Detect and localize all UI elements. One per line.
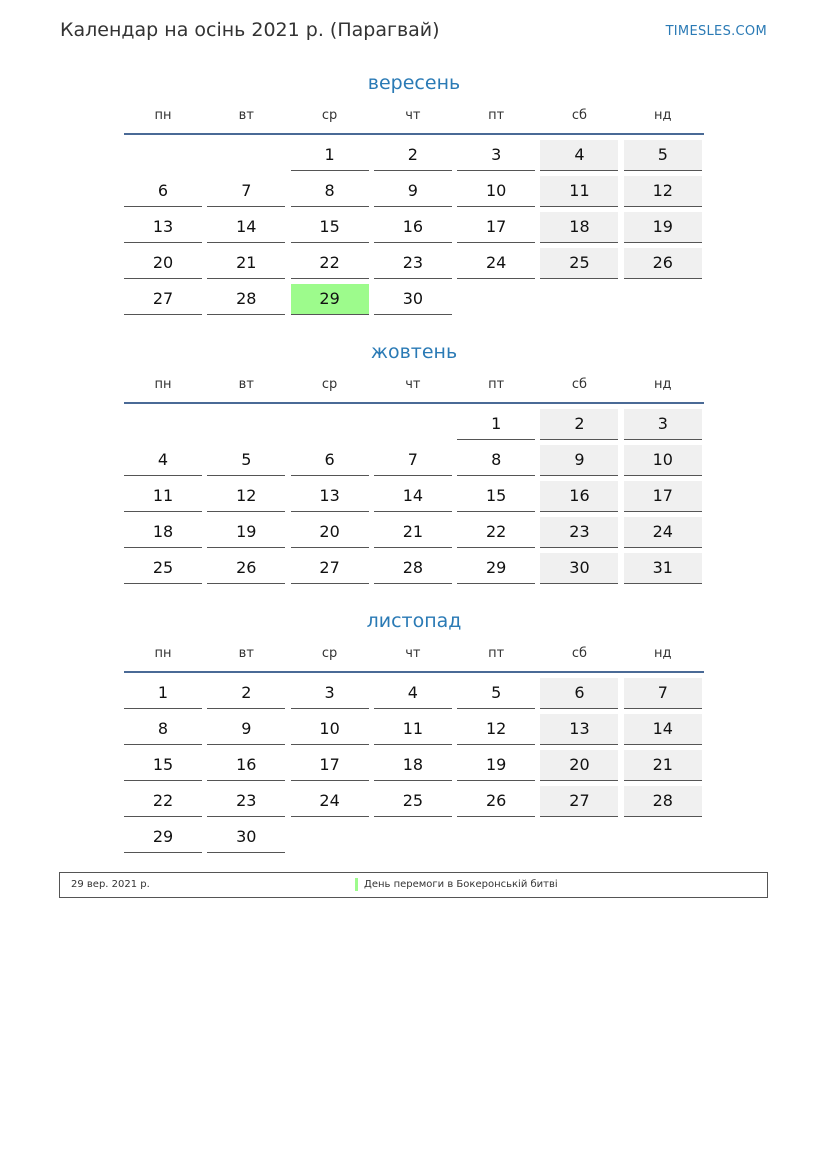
empty-cell — [540, 822, 618, 853]
day-cell: 17 — [624, 481, 702, 512]
day-cell: 8 — [291, 176, 369, 207]
day-cell: 11 — [540, 176, 618, 207]
day-cell: 27 — [540, 786, 618, 817]
weeks-grid — [124, 673, 704, 853]
day-cell: 21 — [207, 248, 285, 279]
day-cell: 2 — [374, 140, 452, 171]
empty-cell — [624, 822, 702, 853]
day-cell: 3 — [457, 140, 535, 171]
weekday-label: нд — [654, 645, 672, 661]
weekday-label: вт — [238, 376, 254, 392]
day-cell: 16 — [540, 481, 618, 512]
day-cell: 28 — [207, 284, 285, 315]
day-cell: 23 — [540, 517, 618, 548]
day-cell: 22 — [291, 248, 369, 279]
month-october — [124, 338, 704, 589]
legend-date: 29 вер. 2021 р. — [71, 879, 150, 890]
day-cell: 20 — [540, 750, 618, 781]
week-row — [124, 284, 704, 315]
month-title: листопад — [366, 610, 462, 632]
day-cell: 23 — [207, 786, 285, 817]
empty-cell — [540, 284, 618, 315]
weekday-header — [124, 366, 704, 404]
day-cell: 7 — [207, 176, 285, 207]
day-cell: 19 — [624, 212, 702, 243]
day-cell: 4 — [540, 140, 618, 171]
month-title: вересень — [367, 72, 461, 94]
day-cell: 15 — [457, 481, 535, 512]
day-cell: 13 — [291, 481, 369, 512]
weekday-label: ср — [321, 376, 338, 392]
day-cell: 5 — [457, 678, 535, 709]
week-row — [124, 786, 704, 817]
weekday-label: вт — [238, 107, 254, 123]
day-cell: 10 — [624, 445, 702, 476]
day-cell: 9 — [207, 714, 285, 745]
day-cell: 17 — [291, 750, 369, 781]
week-row — [124, 140, 704, 171]
empty-cell — [291, 822, 369, 853]
weeks-grid — [124, 404, 704, 584]
empty-cell — [291, 409, 369, 440]
weekday-label: чт — [405, 107, 421, 123]
week-row — [124, 176, 704, 207]
day-cell: 20 — [124, 248, 202, 279]
day-cell: 27 — [124, 284, 202, 315]
weekday-label: сб — [571, 645, 588, 661]
day-cell: 10 — [457, 176, 535, 207]
day-cell: 23 — [374, 248, 452, 279]
weekday-header — [124, 97, 704, 135]
day-cell: 22 — [457, 517, 535, 548]
day-cell: 1 — [124, 678, 202, 709]
day-cell: 25 — [374, 786, 452, 817]
weekday-label: чт — [405, 645, 421, 661]
day-cell: 25 — [124, 553, 202, 584]
day-cell: 26 — [207, 553, 285, 584]
day-cell: 28 — [374, 553, 452, 584]
day-cell: 30 — [207, 822, 285, 853]
week-row — [124, 822, 704, 853]
empty-cell — [624, 284, 702, 315]
day-cell: 14 — [207, 212, 285, 243]
holiday-color-marker — [355, 878, 358, 891]
day-cell: 12 — [207, 481, 285, 512]
day-cell: 24 — [457, 248, 535, 279]
day-cell: 26 — [457, 786, 535, 817]
day-cell: 7 — [374, 445, 452, 476]
day-cell: 16 — [374, 212, 452, 243]
weekday-label: сб — [571, 107, 588, 123]
day-cell: 26 — [624, 248, 702, 279]
month-september — [124, 69, 704, 320]
day-cell: 12 — [457, 714, 535, 745]
day-cell: 3 — [624, 409, 702, 440]
weekday-label: вт — [238, 645, 254, 661]
day-cell: 14 — [624, 714, 702, 745]
weekday-label: нд — [654, 107, 672, 123]
week-row — [124, 409, 704, 440]
weekday-label: пн — [154, 107, 172, 123]
holiday-day-cell: 29 — [291, 284, 369, 315]
day-cell: 9 — [540, 445, 618, 476]
empty-cell — [457, 822, 535, 853]
day-cell: 15 — [124, 750, 202, 781]
weekday-label: пн — [154, 376, 172, 392]
empty-cell — [124, 409, 202, 440]
day-cell: 21 — [624, 750, 702, 781]
day-cell: 13 — [124, 212, 202, 243]
day-cell: 24 — [624, 517, 702, 548]
week-row — [124, 445, 704, 476]
day-cell: 17 — [457, 212, 535, 243]
weekday-header — [124, 635, 704, 673]
day-cell: 24 — [291, 786, 369, 817]
day-cell: 4 — [374, 678, 452, 709]
day-cell: 6 — [291, 445, 369, 476]
day-cell: 18 — [124, 517, 202, 548]
day-cell: 1 — [457, 409, 535, 440]
day-cell: 3 — [291, 678, 369, 709]
day-cell: 9 — [374, 176, 452, 207]
day-cell: 20 — [291, 517, 369, 548]
empty-cell — [207, 140, 285, 171]
day-cell: 5 — [207, 445, 285, 476]
day-cell: 18 — [374, 750, 452, 781]
weekday-label: нд — [654, 376, 672, 392]
holiday-legend — [59, 872, 768, 898]
day-cell: 15 — [291, 212, 369, 243]
day-cell: 28 — [624, 786, 702, 817]
day-cell: 27 — [291, 553, 369, 584]
week-row — [124, 517, 704, 548]
month-november — [124, 607, 704, 858]
week-row — [124, 750, 704, 781]
empty-cell — [374, 822, 452, 853]
month-title: жовтень — [370, 341, 458, 363]
weekday-label: пт — [488, 645, 505, 661]
day-cell: 11 — [124, 481, 202, 512]
weekday-label: чт — [405, 376, 421, 392]
day-cell: 1 — [291, 140, 369, 171]
day-cell: 30 — [540, 553, 618, 584]
day-cell: 31 — [624, 553, 702, 584]
empty-cell — [124, 140, 202, 171]
weeks-grid — [124, 135, 704, 315]
day-cell: 4 — [124, 445, 202, 476]
weekday-label: пт — [488, 107, 505, 123]
weekday-label: сб — [571, 376, 588, 392]
day-cell: 29 — [124, 822, 202, 853]
day-cell: 18 — [540, 212, 618, 243]
day-cell: 8 — [124, 714, 202, 745]
day-cell: 22 — [124, 786, 202, 817]
site-link[interactable]: TIMESLES.COM — [665, 24, 767, 39]
week-row — [124, 212, 704, 243]
empty-cell — [457, 284, 535, 315]
day-cell: 14 — [374, 481, 452, 512]
day-cell: 8 — [457, 445, 535, 476]
day-cell: 29 — [457, 553, 535, 584]
week-row — [124, 678, 704, 709]
week-row — [124, 553, 704, 584]
weekday-label: пт — [488, 376, 505, 392]
empty-cell — [374, 409, 452, 440]
page-title: Календар на осінь 2021 р. (Парагвай) — [60, 19, 440, 41]
day-cell: 16 — [207, 750, 285, 781]
day-cell: 2 — [207, 678, 285, 709]
day-cell: 19 — [457, 750, 535, 781]
weekday-label: ср — [321, 645, 338, 661]
week-row — [124, 481, 704, 512]
empty-cell — [207, 409, 285, 440]
day-cell: 6 — [540, 678, 618, 709]
day-cell: 12 — [624, 176, 702, 207]
legend-holiday-name: День перемоги в Бокеронській битві — [364, 879, 558, 890]
day-cell: 11 — [374, 714, 452, 745]
day-cell: 2 — [540, 409, 618, 440]
day-cell: 6 — [124, 176, 202, 207]
week-row — [124, 248, 704, 279]
day-cell: 13 — [540, 714, 618, 745]
day-cell: 7 — [624, 678, 702, 709]
weekday-label: пн — [154, 645, 172, 661]
day-cell: 19 — [207, 517, 285, 548]
day-cell: 10 — [291, 714, 369, 745]
weekday-label: ср — [321, 107, 338, 123]
day-cell: 25 — [540, 248, 618, 279]
day-cell: 5 — [624, 140, 702, 171]
week-row — [124, 714, 704, 745]
day-cell: 21 — [374, 517, 452, 548]
day-cell: 30 — [374, 284, 452, 315]
